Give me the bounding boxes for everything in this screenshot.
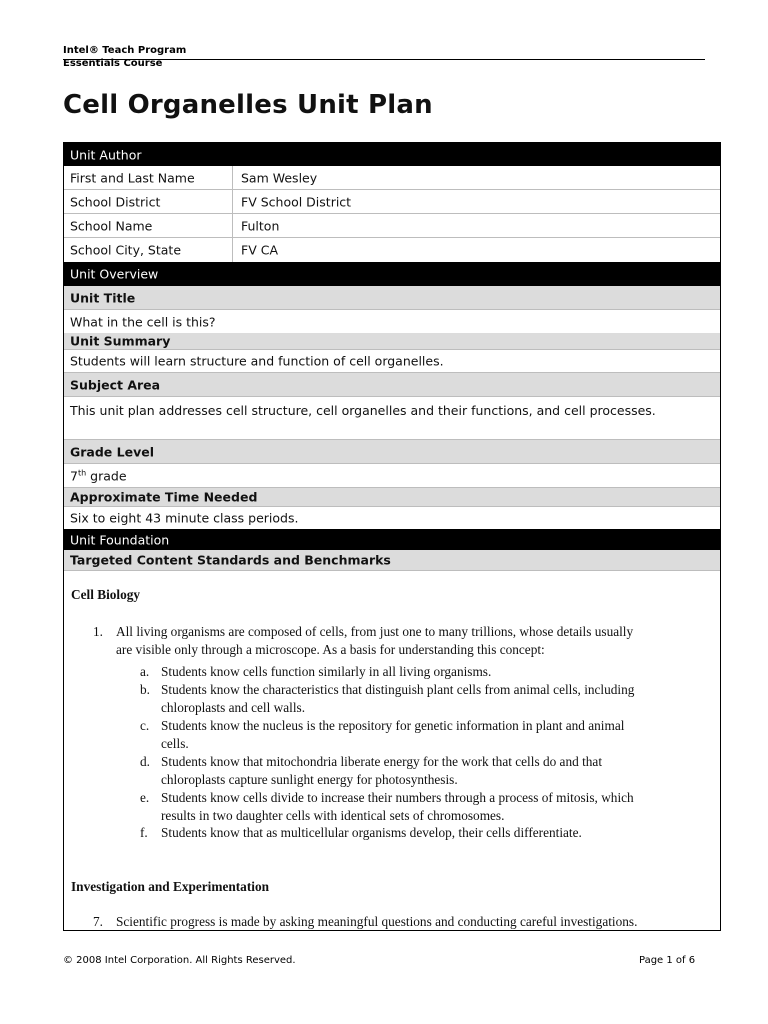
sub-letter: b. (140, 682, 150, 697)
document-title: Cell Organelles Unit Plan (63, 90, 433, 120)
author-row-school (64, 214, 720, 238)
subject-area-label: Subject Area (64, 373, 720, 397)
sub-letter: d. (140, 754, 150, 769)
row-value: Fulton (241, 218, 280, 233)
sub-item-text: Students know that mitochondria liberate energy for the work that cells do and that (161, 754, 603, 769)
sub-item-text: Students know cells divide to increase their numbers through a process of mitosis, which (161, 790, 634, 805)
sub-letter: a. (140, 664, 150, 679)
sub-item-text: chloroplasts and cell walls. (161, 700, 306, 715)
sub-item-text: Students know that as multicellular organisms develop, their cells differentiate. (161, 825, 582, 840)
sub-letter: c. (140, 718, 150, 733)
author-row-name (64, 166, 720, 190)
sub-letter: e. (140, 790, 150, 805)
copyright-text: © 2008 Intel Corporation. All Rights Reserved. (63, 955, 296, 966)
sub-item-text: Students know cells function similarly in all living organisms. (161, 664, 492, 679)
sub-item-text: chloroplasts capture sunlight energy for photosynthesis. (161, 772, 458, 787)
sub-item-text: results in two daughter cells with identical sets of chromosomes. (161, 808, 505, 823)
row-value: Sam Wesley (241, 170, 318, 185)
document-header (63, 44, 705, 70)
unit-title-value: What in the cell is this? (64, 310, 720, 333)
section-heading-unit-author: Unit Author (64, 143, 720, 166)
unit-summary-value: Students will learn structure and function of cell organelles. (64, 350, 720, 373)
list-number: 1. (93, 624, 103, 639)
row-value: FV CA (241, 242, 278, 258)
list-item-text: Scientific progress is made by asking meaningful questions and conducting careful investigations. (116, 914, 638, 929)
sub-item-text: cells. (161, 736, 189, 751)
list-number: 7. (93, 914, 103, 929)
row-label: School District (70, 194, 161, 209)
time-needed-value: Six to eight 43 minute class periods. (64, 507, 720, 529)
subject-area-value: This unit plan addresses cell structure, cell organelles and their functions, and cell processes. (64, 397, 720, 440)
unit-summary-label: Unit Summary (64, 333, 720, 350)
standards-label: Targeted Content Standards and Benchmarks (64, 550, 720, 571)
list-item-text: are visible only through a microscope. As a basis for understanding this concept: (116, 642, 545, 657)
author-row-district (64, 190, 720, 214)
author-row-city (64, 238, 720, 262)
time-needed-label: Approximate Time Needed (64, 488, 720, 507)
program-name: Intel® Teach Program (63, 45, 187, 56)
unit-title-label: Unit Title (64, 286, 720, 310)
row-value: FV School District (241, 194, 352, 209)
header-rule (63, 59, 705, 60)
section-title-investigation: Investigation and Experimentation (71, 879, 269, 894)
course-name: Essentials Course (63, 58, 163, 69)
standards-content (64, 571, 720, 931)
section-heading-unit-overview: Unit Overview (64, 262, 720, 286)
row-label: First and Last Name (70, 170, 195, 185)
page-number: Page 1 of 6 (639, 955, 696, 966)
section-heading-unit-foundation: Unit Foundation (64, 529, 720, 550)
list-item-text: All living organisms are composed of cells, from just one to many trillions, whose details usually (116, 624, 634, 639)
sub-item-text: Students know the nucleus is the repository for genetic information in plant and animal (161, 718, 625, 733)
unit-plan-table (63, 142, 721, 931)
grade-level-value: 7th grade (64, 464, 720, 488)
sub-item-text: Students know the characteristics that distinguish plant cells from animal cells, including (161, 682, 635, 697)
grade-level-label: Grade Level (64, 440, 720, 464)
row-label: School City, State (70, 242, 182, 258)
section-title-cell-biology: Cell Biology (71, 587, 141, 602)
sub-letter: f. (140, 825, 148, 840)
row-label: School Name (70, 218, 153, 233)
